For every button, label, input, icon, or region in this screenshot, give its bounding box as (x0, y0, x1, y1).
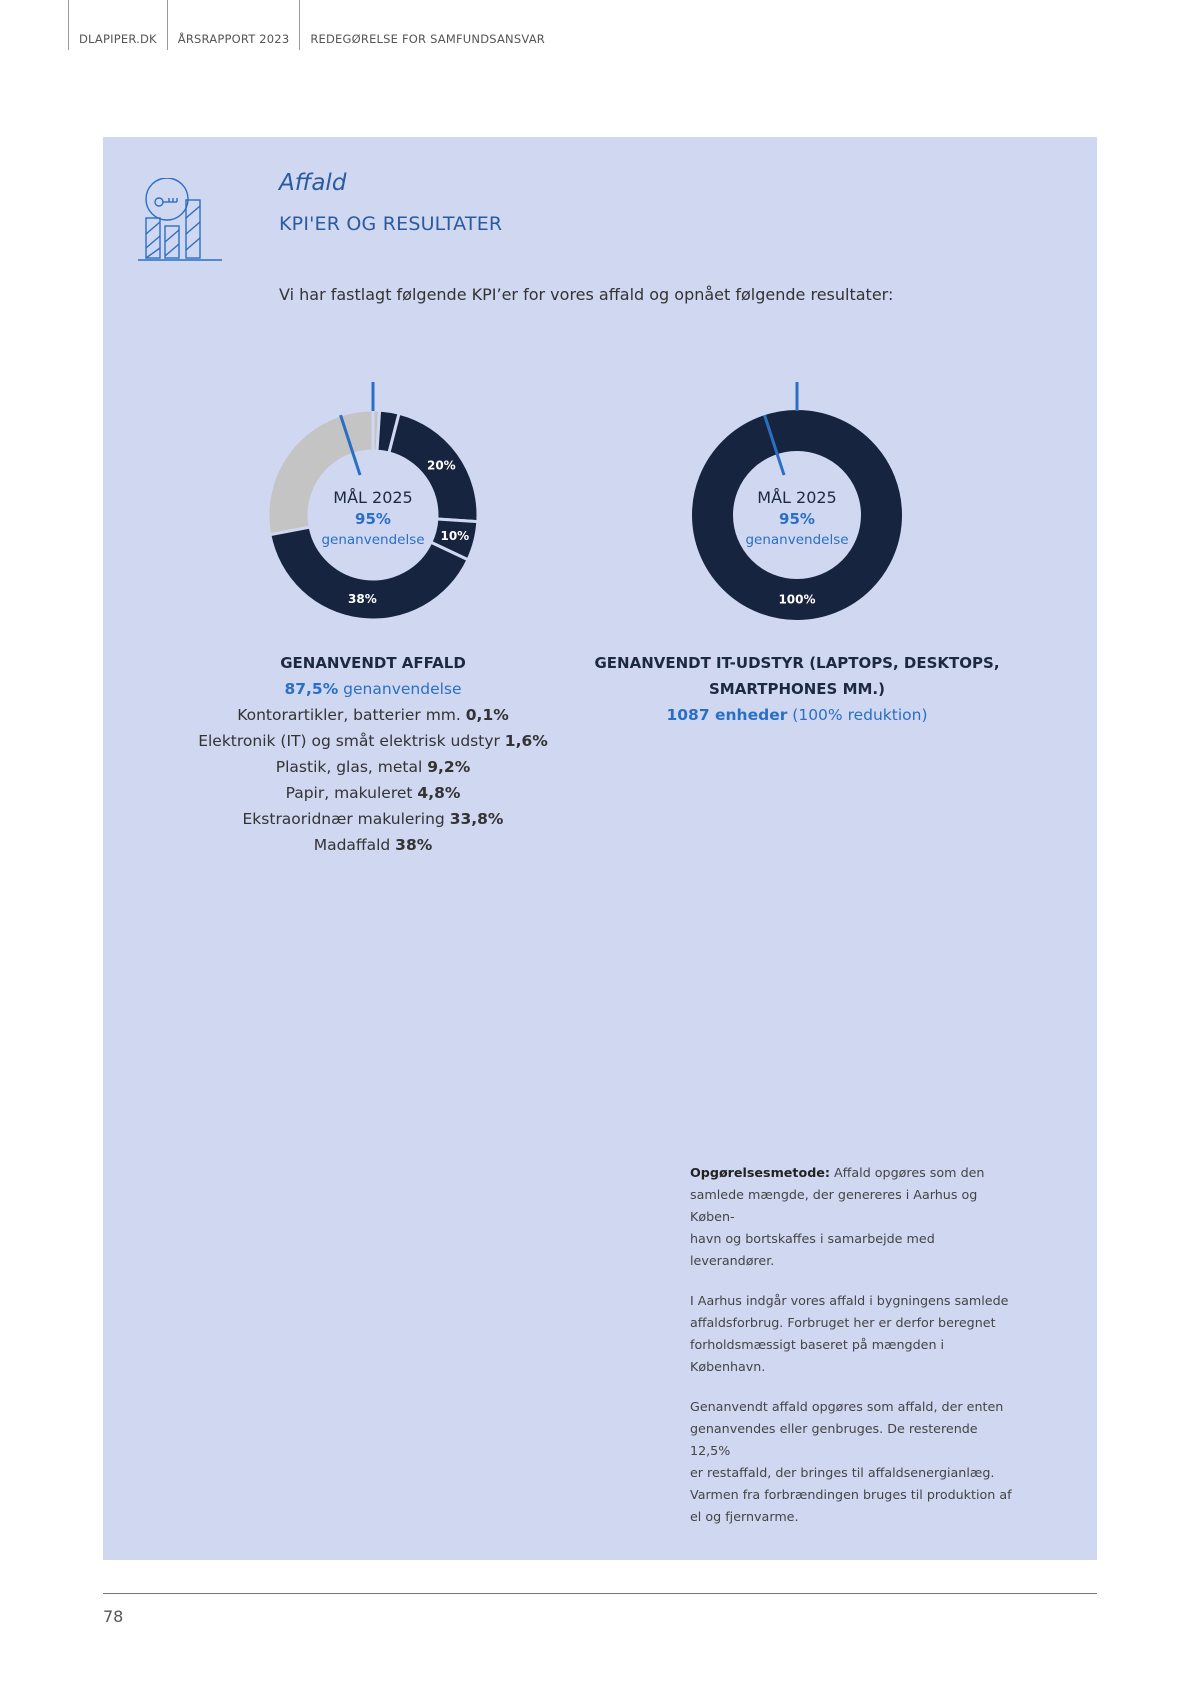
waste-row-label: Plastik, glas, metal (275, 758, 428, 776)
donut-svg (677, 380, 917, 630)
nav-item-section[interactable]: REDEGØRELSE FOR SAMFUNDSANSVAR (299, 0, 555, 50)
section-subtitle: KPI'ER OG RESULTATER (279, 213, 503, 235)
slice-data-label: 10% (440, 529, 470, 544)
center-unit: genanvendelse (321, 532, 425, 548)
note-line: I Aarhus indgår vores affald i bygningens samlede (690, 1293, 1009, 1308)
note-line: affaldsforbrug. Forbruget her er derfor beregnet (690, 1315, 996, 1330)
center-value: 95% (355, 510, 391, 528)
waste-row (163, 754, 583, 780)
donut-chart-it-equipment (677, 380, 917, 630)
page-number: 78 (103, 1607, 124, 1626)
it-caption-title-line1: GENANVENDT IT-UDSTYR (LAPTOPS, DESKTOPS, (594, 654, 1000, 672)
note-paragraph-3 (690, 1396, 1020, 1528)
waste-rate-text: genanvendelse (338, 680, 462, 698)
nav-item-site[interactable]: DLAPIPER.DK (68, 0, 167, 50)
waste-row-value: 0,1% (465, 706, 509, 724)
waste-row-value: 9,2% (427, 758, 471, 776)
slice-data-label: 38% (348, 591, 377, 606)
waste-row-label: Kontorartikler, batterier mm. (237, 706, 466, 724)
waste-row (163, 702, 583, 728)
slice-data-label: 100% (778, 592, 816, 607)
waste-row-label: Papir, makuleret (285, 784, 418, 802)
waste-row-label: Elektronik (IT) og småt elektrisk udstyr (198, 732, 505, 750)
note-line: samlede mængde, der genereres i Aarhus og Køben- (690, 1187, 978, 1224)
section-title: Affald (279, 170, 347, 196)
note-line: havn og bortskaffes i samarbejde med leverandører. (690, 1231, 935, 1268)
note-line: Genanvendt affald opgøres som affald, der enten (690, 1399, 1004, 1414)
note-line: genanvendes eller genbruges. De resterende 12,5% (690, 1421, 978, 1458)
nav-item-report[interactable]: ÅRSRAPPORT 2023 (167, 0, 300, 50)
note-line: er restaffald, der bringes til affaldsenergianlæg. (690, 1465, 995, 1480)
note-line: Affald opgøres som den (829, 1165, 985, 1180)
waste-row (163, 806, 583, 832)
note-line: Varmen fra forbrændingen bruges til produktion af (690, 1487, 1012, 1502)
center-label: MÅL 2025 (333, 488, 413, 507)
waste-rate-value: 87,5% (284, 680, 339, 698)
waste-row (163, 780, 583, 806)
waste-row-label: Ekstraoridnær makulering (242, 810, 450, 828)
donut-chart-waste (253, 380, 493, 630)
waste-recycling-rate (163, 676, 583, 702)
waste-row (163, 728, 583, 754)
it-caption-title-line2: SMARTPHONES MM.) (709, 680, 885, 698)
note-line: el og fjernvarme. (690, 1509, 799, 1524)
note-line: forholdsmæssigt baseret på mængden i København. (690, 1337, 945, 1374)
intro-text: Vi har fastlagt følgende KPI’er for vores affald og opnået følgende resultater: (279, 285, 894, 304)
waste-row (163, 832, 583, 858)
center-label: MÅL 2025 (757, 488, 837, 507)
footer-divider (103, 1593, 1097, 1594)
waste-kpi-icon (138, 178, 222, 262)
center-value: 95% (779, 510, 815, 528)
waste-row-value: 4,8% (417, 784, 461, 802)
methodology-note (690, 1162, 1020, 1546)
center-unit: genanvendelse (745, 532, 849, 548)
donut-svg (253, 380, 493, 630)
waste-row-value: 1,6% (504, 732, 548, 750)
waste-row-value: 33,8% (449, 810, 504, 828)
it-units-text: (100% reduktion) (787, 706, 928, 724)
note-paragraph-1 (690, 1162, 1020, 1272)
waste-caption-title: GENANVENDT AFFALD (280, 654, 466, 672)
it-caption (587, 650, 1007, 728)
note-paragraph-2 (690, 1290, 1020, 1378)
it-units (587, 702, 1007, 728)
waste-row-value: 38% (395, 836, 433, 854)
waste-row-label: Madaffald (313, 836, 396, 854)
top-navigation (68, 0, 555, 50)
note-label: Opgørelsesmetode: (690, 1165, 830, 1180)
waste-caption (163, 650, 583, 858)
slice-data-label: 20% (426, 458, 456, 473)
it-units-value: 1087 enheder (666, 706, 788, 724)
